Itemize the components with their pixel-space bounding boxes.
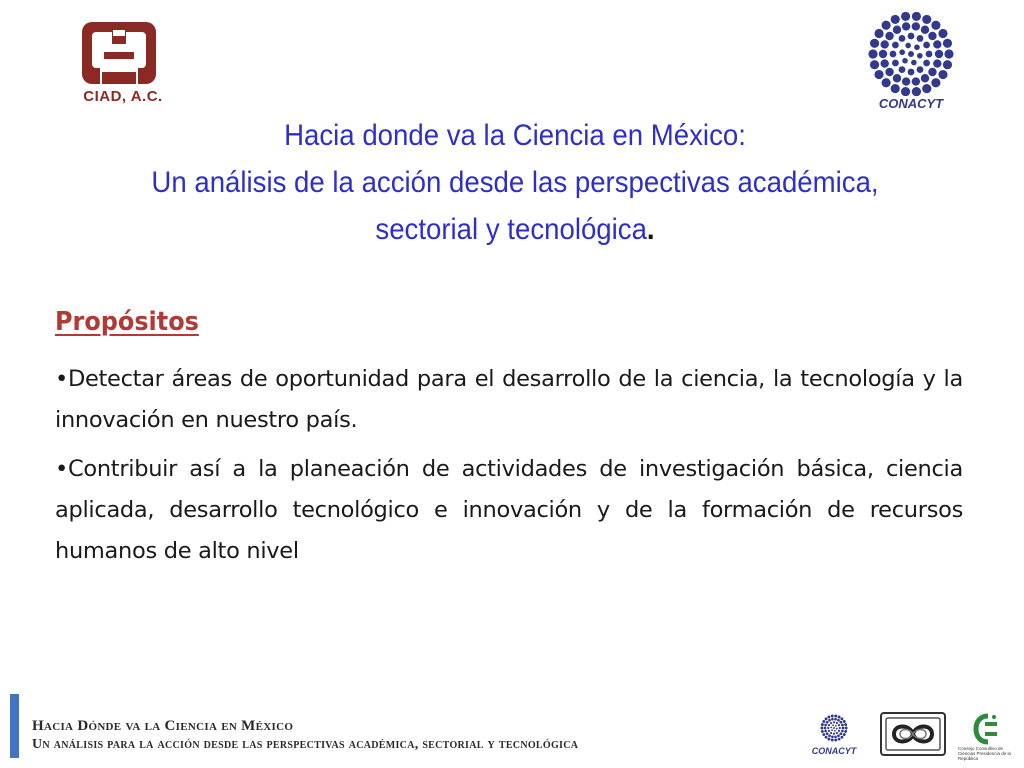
consejo-emblem-icon [958,712,1018,746]
conacyt-dots-icon [819,712,849,744]
bullet-item: •Contribuir así a la planeación de actividades de investigación básica, ciencia aplicada, desarrollo tecnológico e innovación y de la formación de recursos humanos de alto nivel [55,456,963,564]
footer-conacyt-logo [808,712,860,758]
title-line-3-text: sectorial y tecnológica [375,213,647,246]
title-line-1: Hacia donde va la Ciencia en México: [284,119,746,152]
ciad-logo [78,18,168,110]
footer-conacyt-label: CONACYT [811,746,857,756]
consejo-label: Consejo Consultivo de Ciencias Presidencia de la República [958,746,1012,761]
ciad-emblem-icon [82,22,156,84]
conacyt-dots-icon [864,12,958,96]
academia-mexicana-logo-icon [880,712,946,756]
footer-accent-bar [10,694,19,758]
consejo-consultivo-logo [958,712,1018,760]
footer-title: Hacia Dónde va la Ciencia en México [32,718,294,734]
title-end-dot: . [646,213,655,246]
slide-title [96,112,933,253]
title-line-3 [96,206,933,253]
footer-subtitle: Un análisis para la acción desde las perspectivas académica, sectorial y tecnológica [32,737,579,752]
title-line-2: Un análisis de la acción desde las perspectivas académica, [151,166,879,199]
conacyt-logo [862,12,960,116]
ciad-label: CIAD, A.C. [83,88,163,105]
conacyt-label: CONACYT [878,96,944,111]
section-heading: Propósitos [55,307,199,337]
bullet-item: •Detectar áreas de oportunidad para el desarrollo de la ciencia, la tecnología y la innovación en nuestro país. [55,366,963,433]
